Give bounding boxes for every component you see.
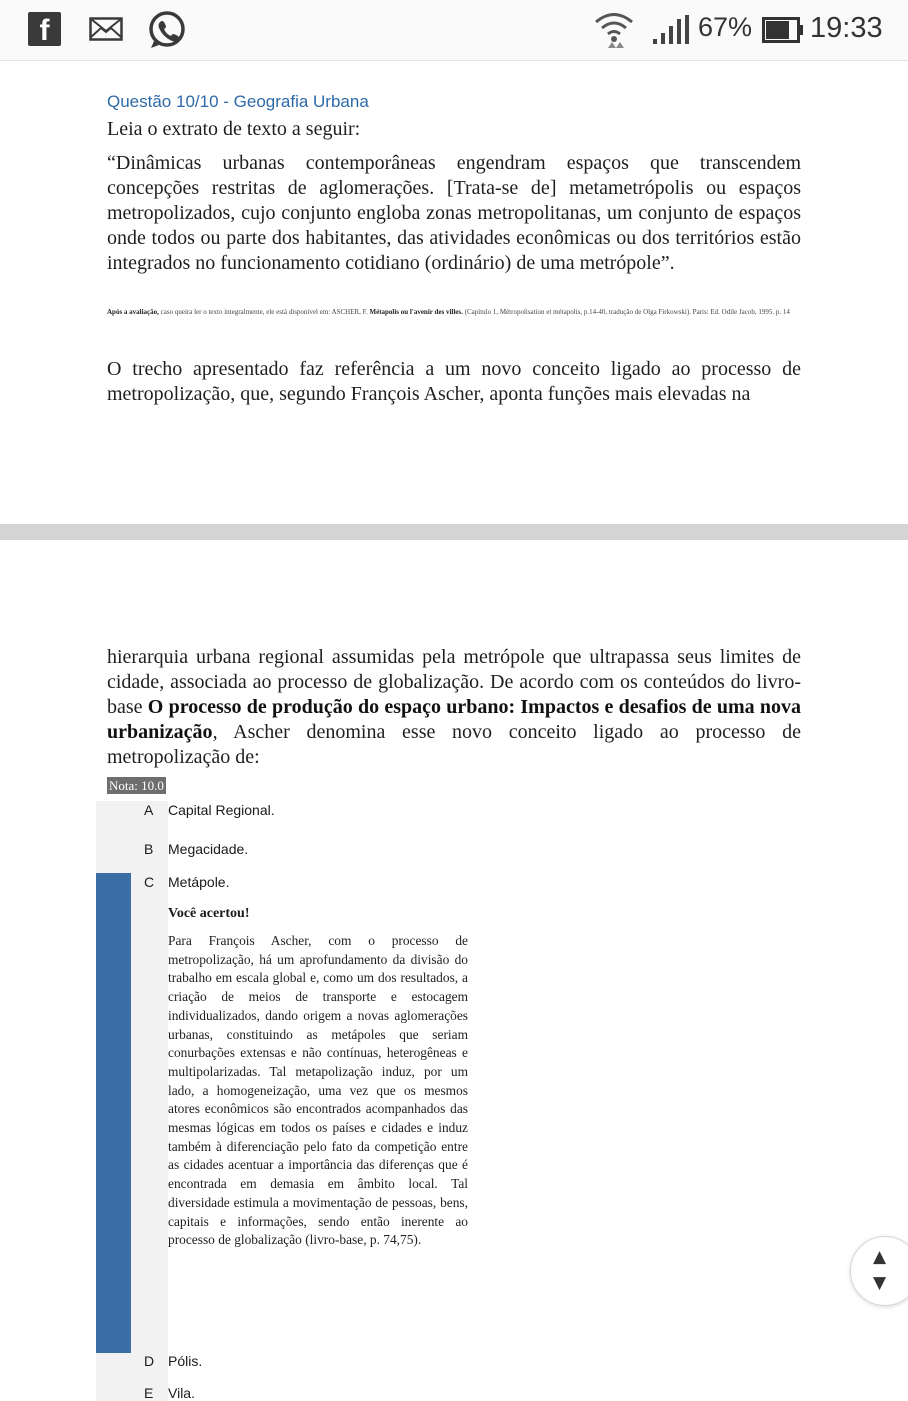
document-page-1	[0, 61, 908, 524]
option-letter: D	[144, 1353, 155, 1369]
citation-rest: (Capítulo 1, Métropolisation et métapolis, p.14-40, tradução de Olga Firkowski). Paris: Ed. Odile Jacob, 1995. p. 14	[464, 308, 790, 316]
battery-icon	[762, 17, 804, 43]
whatsapp-icon	[146, 9, 188, 51]
feedback-text: Para François Ascher, com o processo de metropolização, há um aprofundamento da divisão do trabalho em escala global e, como um dos resultados, a criação de meios de transporte e estocagem individualizados, dando origem a novas aglomerações urbanas, constituindo as metápoles que seriam conurbações extensas e não contínuas, heterogêneas e multipolarizadas. Tal metapolização induz, por um lado, a homogeneização, uma vez que os mesmos atores econômicos são encontrados acompanhados das mesmas lógicas em todos os países e cidades e induz também à diferenciação pelo fato da competição entre as cidades acentuar a importância das diferenças que é encontrada em demasia em âmbito local. Tal diversidade estimula a movimentação de pessoas, bens, capitais e informações, sendo então inerente ao processo de globalização (livro-base, p. 74,75).	[168, 933, 468, 1248]
correct-answer-bar	[96, 873, 131, 1353]
scroll-down-icon[interactable]: ▼	[873, 1273, 887, 1293]
citation	[107, 301, 801, 323]
facebook-icon: f	[28, 12, 61, 46]
wifi-icon	[594, 12, 634, 48]
option-letter: C	[144, 874, 155, 890]
question-title: Questão 10/10 - Geografia Urbana	[107, 92, 369, 111]
option-text: Vila.	[168, 1385, 195, 1401]
status-bar	[0, 0, 908, 61]
scroll-up-icon[interactable]: ▲	[873, 1247, 887, 1267]
score-badge: Nota: 10.0	[109, 778, 164, 793]
citation-book: Métapolis ou l'avenir des villes.	[369, 308, 463, 316]
option-text: Megacidade.	[168, 841, 249, 857]
page-separator	[0, 524, 908, 540]
document-page-2	[0, 540, 908, 1401]
question-text-part2	[107, 645, 801, 770]
battery-percent: 67%	[698, 12, 753, 42]
clock-time: 19:33	[810, 12, 883, 44]
option-letter: E	[144, 1385, 154, 1401]
question-text-part1: O trecho apresentado faz referência a um novo conceito ligado ao processo de metropolização, que, segundo François Ascher, aponta funções mais elevadas na	[107, 358, 801, 405]
book-title: O processo de produção do espaço urbano: Impactos e desafios de uma nova urbanização	[107, 696, 801, 743]
citation-text: caso queira ler o texto integralmente, ele está disponível em: ASCHER, F.	[160, 308, 368, 316]
feedback-title: Você acertou!	[168, 906, 250, 921]
question-text-part2-b: , Ascher denomina esse novo conceito ligado ao processo de metropolização de:	[107, 721, 801, 768]
option-letter: A	[144, 802, 154, 818]
signal-icon	[651, 15, 691, 45]
option-text: Pólis.	[168, 1353, 203, 1369]
mail-icon	[89, 17, 123, 41]
quoted-text: “Dinâmicas urbanas contemporâneas engendram espaços que transcendem concepções restritas de aglomerações. [Trata-se de] metametrópolis ou espaços metropolizados, cujo conjunto engloba zonas metropolitanas, um conjunto de espaços onde todos ou parte dos habitantes, das atividades econômicas ou dos territórios estão integrados no funcionamento cotidiano (ordinário) de uma metrópole”.	[107, 152, 801, 274]
option-text: Metápole.	[168, 874, 230, 890]
option-letter: B	[144, 841, 154, 857]
question-lead: Leia o extrato de texto a seguir:	[107, 118, 361, 140]
option-text: Capital Regional.	[168, 802, 275, 818]
citation-label: Após a avaliação,	[107, 308, 159, 316]
question-text-part2-a: hierarquia urbana regional assumidas pela metrópole que ultrapassa seus limites de cidade, associada ao processo de globalização. De acordo com os conteúdos do livro-base	[107, 646, 801, 718]
